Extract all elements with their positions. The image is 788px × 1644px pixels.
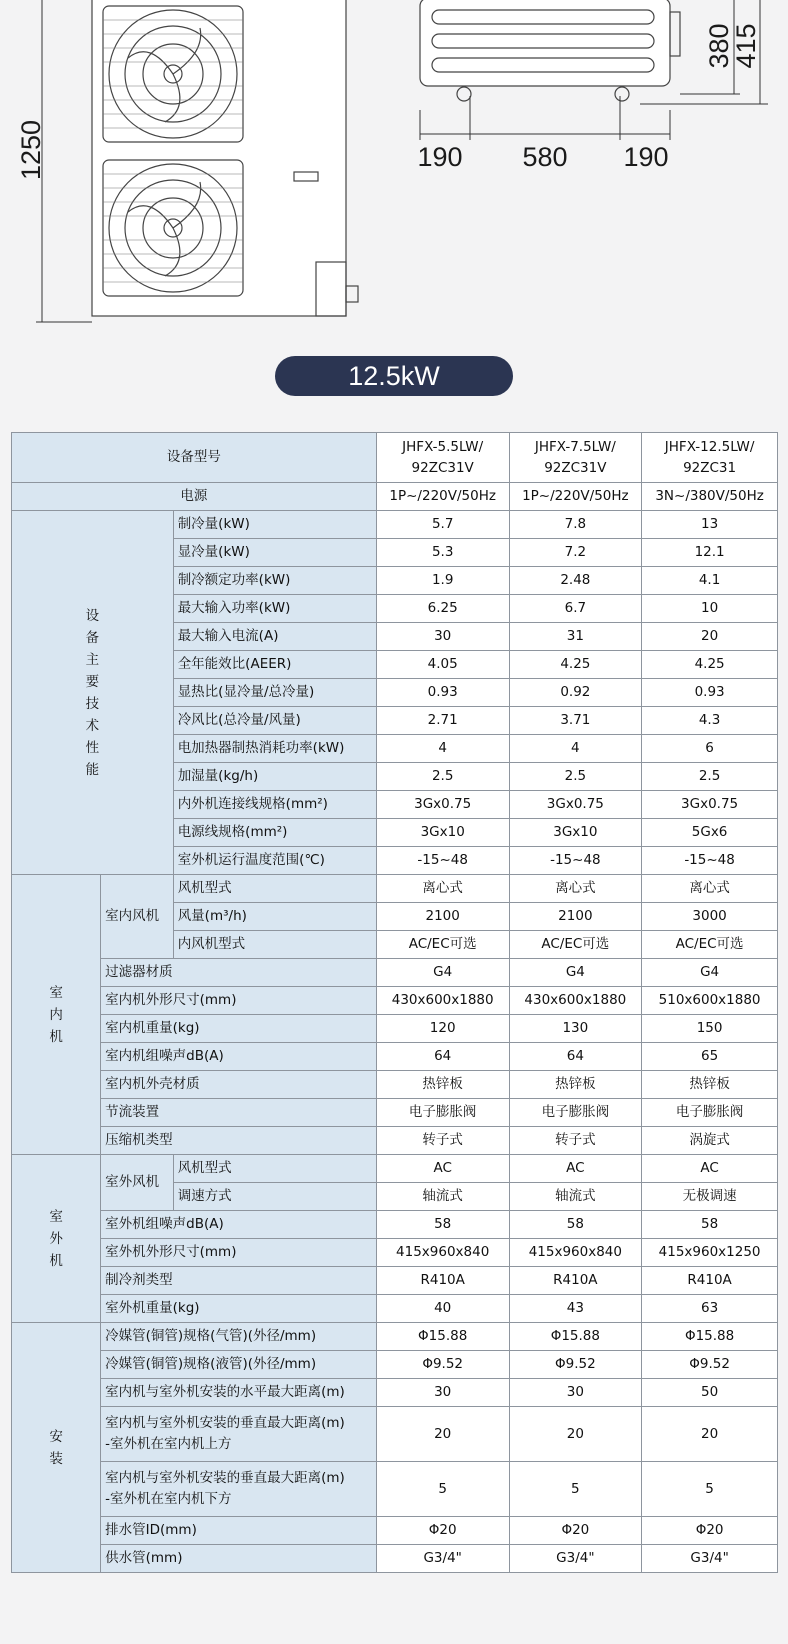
row-value-1: 4	[509, 735, 642, 763]
row-value-2: 10	[642, 595, 778, 623]
row-value-0: AC	[376, 1155, 509, 1183]
row-value-1: -15~48	[509, 847, 642, 875]
row-value-2: 0.93	[642, 679, 778, 707]
row-value-2: AC/EC可选	[642, 931, 778, 959]
row-label: 显热比(显冷量/总冷量)	[173, 679, 376, 707]
table-row	[12, 1295, 778, 1323]
row-value-1: 离心式	[509, 875, 642, 903]
table-row	[12, 1517, 778, 1545]
table-row	[12, 1545, 778, 1573]
row-label: 制冷剂类型	[101, 1267, 377, 1295]
row-value-2: 510x600x1880	[642, 987, 778, 1015]
row-label: 室外机运行温度范围(℃)	[173, 847, 376, 875]
row-value-0: 415x960x840	[376, 1239, 509, 1267]
row-label: 室内机组噪声dB(A)	[101, 1043, 377, 1071]
group-outdoor-text: 室外机	[49, 1208, 63, 1269]
row-value-2: Φ9.52	[642, 1351, 778, 1379]
row-value-0: 64	[376, 1043, 509, 1071]
row-value-0: 5.3	[376, 539, 509, 567]
row-value-2: 5	[642, 1462, 778, 1517]
row-value-2: 12.1	[642, 539, 778, 567]
row-value-1: 4.25	[509, 651, 642, 679]
table-row	[12, 483, 778, 511]
table-row	[12, 1099, 778, 1127]
row-value-0: 4	[376, 735, 509, 763]
row-value-1: Φ9.52	[509, 1351, 642, 1379]
row-value-0: 4.05	[376, 651, 509, 679]
row-value-2: -15~48	[642, 847, 778, 875]
row-value-0: 转子式	[376, 1127, 509, 1155]
row-value-1: G4	[509, 959, 642, 987]
row-value-0: 430x600x1880	[376, 987, 509, 1015]
row-value-0: Φ9.52	[376, 1351, 509, 1379]
table-row	[12, 1379, 778, 1407]
row-value-0: 6.25	[376, 595, 509, 623]
table-row	[12, 1071, 778, 1099]
row-value-1: 电子膨胀阀	[509, 1099, 642, 1127]
row-value-1: 轴流式	[509, 1183, 642, 1211]
table-row	[12, 1239, 778, 1267]
row-label: 室内机重量(kg)	[101, 1015, 377, 1043]
row-value-2: 58	[642, 1211, 778, 1239]
row-label: 加湿量(kg/h)	[173, 763, 376, 791]
row-value-2: G3/4"	[642, 1545, 778, 1573]
capacity-badge: 12.5kW	[275, 356, 513, 396]
row-value-0: R410A	[376, 1267, 509, 1295]
row-value-0: 3Gx0.75	[376, 791, 509, 819]
table-row	[12, 511, 778, 539]
row-value-1: Φ20	[509, 1517, 642, 1545]
row-value-1: 热锌板	[509, 1071, 642, 1099]
row-value-1: 转子式	[509, 1127, 642, 1155]
row-label: 室内机外壳材质	[101, 1071, 377, 1099]
row-value-0: 5.7	[376, 511, 509, 539]
table-row	[12, 987, 778, 1015]
row-value-0: 20	[376, 1407, 509, 1462]
row-value-0: 30	[376, 1379, 509, 1407]
row-value-2: 4.3	[642, 707, 778, 735]
group-indoor-text: 室内机	[49, 984, 63, 1045]
row-value-0: AC/EC可选	[376, 931, 509, 959]
row-value-2: 20	[642, 623, 778, 651]
row-label: 排水管ID(mm)	[101, 1517, 377, 1545]
model-name-2: JHFX-12.5LW/ 92ZC31	[642, 433, 778, 483]
row-value-1: AC	[509, 1155, 642, 1183]
row-label: 室外机组噪声dB(A)	[101, 1211, 377, 1239]
row-value-1: 0.92	[509, 679, 642, 707]
row-value-1: 5	[509, 1462, 642, 1517]
group-outdoor	[12, 1155, 101, 1323]
row-label: 冷风比(总冷量/风量)	[173, 707, 376, 735]
row-value-1: 3Gx0.75	[509, 791, 642, 819]
row-label: 全年能效比(AEER)	[173, 651, 376, 679]
row-value-0: -15~48	[376, 847, 509, 875]
model-header: 设备型号	[12, 433, 377, 483]
row-value-1: 415x960x840	[509, 1239, 642, 1267]
table-row	[12, 1211, 778, 1239]
row-label: 室内机外形尺寸(mm)	[101, 987, 377, 1015]
row-label: 供水管(mm)	[101, 1545, 377, 1573]
row-value-2: Φ20	[642, 1517, 778, 1545]
power-header: 电源	[12, 483, 377, 511]
spec-table	[11, 432, 778, 1573]
row-label: 过滤器材质	[101, 959, 377, 987]
row-value-0: 5	[376, 1462, 509, 1517]
table-row	[12, 1155, 778, 1183]
row-label: 室内机与室外机安装的水平最大距离(m)	[101, 1379, 377, 1407]
row-label: 显冷量(kW)	[173, 539, 376, 567]
row-value-2: 50	[642, 1379, 778, 1407]
dim-height-label: 1250	[16, 119, 46, 181]
group-install	[12, 1323, 101, 1573]
group-main-text: 设备主要技术性能	[85, 607, 100, 778]
row-value-1: G3/4"	[509, 1545, 642, 1573]
dim-right-label: 190	[623, 142, 669, 172]
group-outdoor-fan: 室外风机	[101, 1155, 174, 1211]
dim-depth-outer-label: 415	[731, 23, 761, 69]
row-value-2: R410A	[642, 1267, 778, 1295]
row-label: 风机型式	[173, 1155, 376, 1183]
row-value-0: Φ15.88	[376, 1323, 509, 1351]
row-value-1: R410A	[509, 1267, 642, 1295]
unit-dimension-drawing	[0, 0, 788, 432]
row-label: 调速方式	[173, 1183, 376, 1211]
row-value-0: G3/4"	[376, 1545, 509, 1573]
row-value-2: 150	[642, 1015, 778, 1043]
row-value-0: 40	[376, 1295, 509, 1323]
row-label: 电源线规格(mm²)	[173, 819, 376, 847]
row-value-0: 3Gx10	[376, 819, 509, 847]
row-value-1: Φ15.88	[509, 1323, 642, 1351]
power-value-2: 3N~/380V/50Hz	[642, 483, 778, 511]
row-value-1: 43	[509, 1295, 642, 1323]
row-value-1: AC/EC可选	[509, 931, 642, 959]
row-value-0: 热锌板	[376, 1071, 509, 1099]
row-value-0: 30	[376, 623, 509, 651]
row-value-0: 电子膨胀阀	[376, 1099, 509, 1127]
row-value-2: 热锌板	[642, 1071, 778, 1099]
row-value-2: 2.5	[642, 763, 778, 791]
row-label: 室外机外形尺寸(mm)	[101, 1239, 377, 1267]
dim-middle-label: 580	[522, 142, 568, 172]
row-label: 制冷额定功率(kW)	[173, 567, 376, 595]
row-value-0: 1.9	[376, 567, 509, 595]
row-value-2: 65	[642, 1043, 778, 1071]
spec-table-body	[12, 433, 778, 1573]
group-install-text: 安装	[49, 1428, 63, 1467]
table-row	[12, 433, 778, 483]
row-value-0: 2.5	[376, 763, 509, 791]
dim-depth-inner-label: 380	[704, 23, 734, 69]
row-value-2: 无极调速	[642, 1183, 778, 1211]
power-value-1: 1P~/220V/50Hz	[509, 483, 642, 511]
row-label: 风机型式	[173, 875, 376, 903]
table-row	[12, 1267, 778, 1295]
row-value-2: 涡旋式	[642, 1127, 778, 1155]
row-value-2: 4.1	[642, 567, 778, 595]
row-value-1: 430x600x1880	[509, 987, 642, 1015]
row-value-0: 轴流式	[376, 1183, 509, 1211]
row-value-2: 离心式	[642, 875, 778, 903]
row-value-1: 64	[509, 1043, 642, 1071]
row-value-0: 0.93	[376, 679, 509, 707]
table-row	[12, 1462, 778, 1517]
row-label: 节流装置	[101, 1099, 377, 1127]
row-value-2: G4	[642, 959, 778, 987]
row-value-1: 20	[509, 1407, 642, 1462]
row-label: 制冷量(kW)	[173, 511, 376, 539]
row-value-2: 20	[642, 1407, 778, 1462]
row-value-0: Φ20	[376, 1517, 509, 1545]
table-row	[12, 1043, 778, 1071]
row-label: 室内机与室外机安装的垂直最大距离(m) -室外机在室内机下方	[101, 1462, 377, 1517]
model-name-1: JHFX-7.5LW/ 92ZC31V	[509, 433, 642, 483]
row-value-2: 5Gx6	[642, 819, 778, 847]
row-value-0: 2100	[376, 903, 509, 931]
table-row	[12, 1127, 778, 1155]
row-label: 最大输入功率(kW)	[173, 595, 376, 623]
row-value-1: 7.8	[509, 511, 642, 539]
row-value-2: 63	[642, 1295, 778, 1323]
row-label: 最大输入电流(A)	[173, 623, 376, 651]
row-label: 内风机型式	[173, 931, 376, 959]
row-value-1: 31	[509, 623, 642, 651]
table-row	[12, 1015, 778, 1043]
table-row	[12, 875, 778, 903]
row-value-1: 2.5	[509, 763, 642, 791]
row-value-0: 2.71	[376, 707, 509, 735]
group-indoor	[12, 875, 101, 1155]
row-value-1: 130	[509, 1015, 642, 1043]
row-value-1: 3Gx10	[509, 819, 642, 847]
row-value-1: 7.2	[509, 539, 642, 567]
row-label: 室外机重量(kg)	[101, 1295, 377, 1323]
group-main	[12, 511, 174, 875]
row-value-2: AC	[642, 1155, 778, 1183]
row-value-0: 离心式	[376, 875, 509, 903]
table-row	[12, 1323, 778, 1351]
row-label: 风量(m³/h)	[173, 903, 376, 931]
table-row	[12, 959, 778, 987]
table-row	[12, 1407, 778, 1462]
row-label: 内外机连接线规格(mm²)	[173, 791, 376, 819]
row-value-2: 3000	[642, 903, 778, 931]
row-value-2: 电子膨胀阀	[642, 1099, 778, 1127]
row-value-2: 3Gx0.75	[642, 791, 778, 819]
row-value-2: Φ15.88	[642, 1323, 778, 1351]
table-row	[12, 1351, 778, 1379]
row-value-1: 2100	[509, 903, 642, 931]
row-value-2: 415x960x1250	[642, 1239, 778, 1267]
row-value-1: 58	[509, 1211, 642, 1239]
row-label: 冷媒管(铜管)规格(气管)(外径/mm)	[101, 1323, 377, 1351]
dim-left-label: 190	[417, 142, 463, 172]
row-value-1: 3.71	[509, 707, 642, 735]
row-value-2: 4.25	[642, 651, 778, 679]
row-value-0: 120	[376, 1015, 509, 1043]
row-value-0: 58	[376, 1211, 509, 1239]
row-value-1: 6.7	[509, 595, 642, 623]
row-label: 压缩机类型	[101, 1127, 377, 1155]
row-value-2: 6	[642, 735, 778, 763]
row-label: 冷媒管(铜管)规格(液管)(外径/mm)	[101, 1351, 377, 1379]
row-value-0: G4	[376, 959, 509, 987]
model-name-0: JHFX-5.5LW/ 92ZC31V	[376, 433, 509, 483]
row-label: 电加热器制热消耗功率(kW)	[173, 735, 376, 763]
power-value-0: 1P~/220V/50Hz	[376, 483, 509, 511]
group-indoor-fan: 室内风机	[101, 875, 174, 959]
row-value-1: 30	[509, 1379, 642, 1407]
row-label: 室内机与室外机安装的垂直最大距离(m) -室外机在室内机上方	[101, 1407, 377, 1462]
row-value-2: 13	[642, 511, 778, 539]
row-value-1: 2.48	[509, 567, 642, 595]
